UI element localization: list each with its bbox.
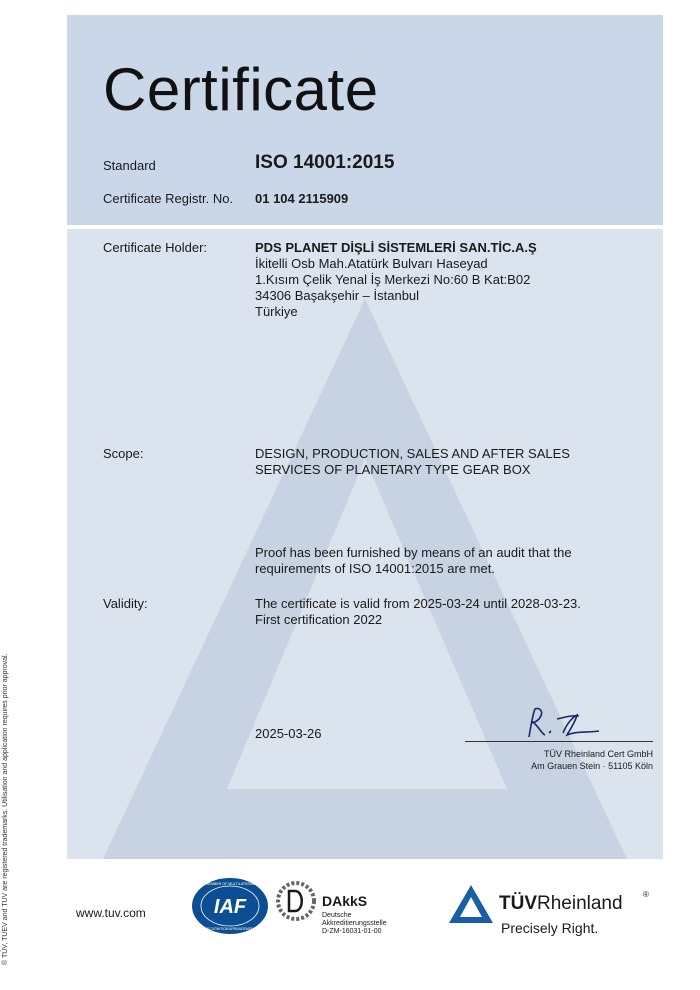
validity-line: First certification 2022 (255, 612, 383, 627)
scope-block (255, 446, 570, 478)
scope-line: DESIGN, PRODUCTION, SALES AND AFTER SALES (255, 446, 570, 461)
holder-address-line: İkitelli Osb Mah.Atatürk Bulvarı Haseyad (255, 256, 488, 271)
svg-text:MEMBER OF MULTILATERAL: MEMBER OF MULTILATERAL (205, 882, 255, 886)
holder-block (255, 240, 537, 320)
proof-block (255, 545, 572, 577)
trademark-note: ® TÜV, TUEV and TUV are registered trademarks. Utilisation and application requires prior approval. (2, 653, 9, 965)
issue-date: 2025-03-26 (255, 726, 322, 741)
tuv-brand-rest: Rheinland (537, 893, 623, 914)
dakks-line: Akkreditierungsstelle (322, 920, 387, 927)
svg-text:RECOGNITION ARRANGEMENT: RECOGNITION ARRANGEMENT (204, 927, 256, 931)
dakks-name: DAkkS (322, 893, 368, 909)
standard-label: Standard (103, 158, 156, 173)
tuv-brand-bold: TÜV (499, 893, 537, 914)
tuv-slogan: Precisely Right. (501, 920, 599, 936)
issuer-block (531, 748, 653, 772)
standard-value: ISO 14001:2015 (255, 152, 395, 173)
holder-label: Certificate Holder: (103, 240, 208, 255)
tuv-registered-mark: ® (643, 890, 649, 899)
registration-value: 01 104 2115909 (255, 191, 349, 206)
signature-line (465, 741, 653, 742)
validity-line: The certificate is valid from 2025-03-24 until 2028-03-23. (255, 596, 581, 611)
tuv-triangle-logo (448, 884, 494, 924)
proof-line: requirements of ISO 14001:2015 are met. (255, 561, 495, 576)
dakks-line: D-ZM-16031-01-00 (322, 928, 382, 935)
signature (515, 703, 605, 743)
certificate-title: Certificate (103, 56, 379, 123)
website-url: www.tuv.com (76, 906, 146, 920)
registration-label: Certificate Registr. No. (103, 191, 234, 206)
issuer-address: Am Grauen Stein · 51105 Köln (531, 761, 653, 771)
dakks-details (322, 912, 387, 936)
svg-text:IAF: IAF (213, 896, 247, 918)
tuv-brand-name (499, 893, 623, 915)
scope-label: Scope: (103, 446, 144, 461)
dakks-line: Deutsche (322, 912, 352, 919)
holder-address-line: 34306 Başakşehir – İstanbul (255, 288, 420, 303)
holder-address-line: 1.Kısım Çelik Yenal İş Merkezi No:60 B Kat:B02 (255, 272, 531, 287)
validity-block (255, 596, 581, 628)
validity-label: Validity: (103, 596, 148, 611)
dakks-logo-mark (275, 880, 317, 922)
proof-line: Proof has been furnished by means of an audit that the (255, 545, 572, 560)
issuer-name: TÜV Rheinland Cert GmbH (543, 749, 653, 759)
scope-line: SERVICES OF PLANETARY TYPE GEAR BOX (255, 462, 531, 477)
iaf-logo (190, 876, 270, 936)
holder-name: PDS PLANET DİŞLİ SİSTEMLERİ SAN.TİC.A.Ş (255, 240, 537, 255)
holder-address-line: Türkiye (255, 304, 298, 319)
